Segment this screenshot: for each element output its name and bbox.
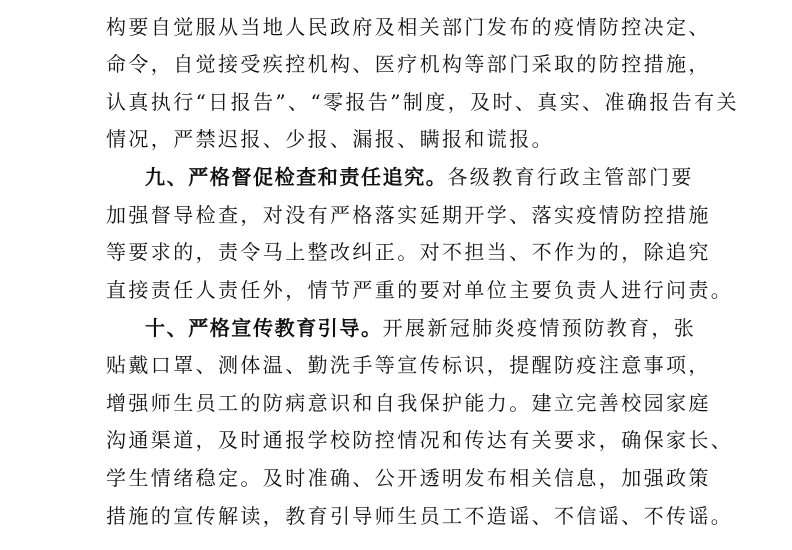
- paragraph-line: 等要求的，责令马上整改纠正。对不担当、不作为的，除追究: [106, 240, 711, 264]
- paragraph-line: 增强师生员工的防病意识和自我保护能力。建立完善校园家庭: [106, 391, 711, 415]
- section-10-first-line: [145, 310, 696, 346]
- section-9-heading: 九、严格督促检查和责任追究。: [145, 165, 448, 189]
- paragraph-line: 沟通渠道，及时通报学校防控情况和传达有关要求，确保家长、: [106, 428, 734, 452]
- paragraph-line: 构要自觉服从当地人民政府及相关部门发布的疫情防控决定、: [106, 15, 711, 39]
- paragraph-line: 认真执行“日报告”、“零报告”制度，及时、真实、准确报告有关: [106, 90, 739, 114]
- paragraph-line: 学生情绪稳定。及时准确、公开透明发布相关信息，加强政策: [106, 466, 711, 490]
- section-9-text: 各级教育行政主管部门要: [447, 165, 694, 189]
- section-10-heading: 十、严格宣传教育引导。: [145, 316, 383, 340]
- paragraph-line: 加强督导检查，对没有严格落实延期开学、落实疫情防控措施: [106, 203, 711, 227]
- paragraph-line: 贴戴口罩、测体温、勤洗手等宣传标识，提醒防疫注意事项，: [106, 353, 711, 377]
- section-10-text: 开展新冠肺炎疫情预防教育，张: [382, 316, 697, 340]
- paragraph-line: 命令，自觉接受疾控机构、医疗机构等部门采取的防控措施，: [106, 52, 711, 76]
- section-9-first-line: [145, 159, 694, 195]
- paragraph-line: 措施的宣传解读，教育引导师生员工不造谣、不信谣、不传谣。: [106, 504, 734, 528]
- paragraph-line: 情况，严禁迟报、少报、漏报、瞒报和谎报。: [106, 127, 554, 151]
- paragraph-line: 直接责任人责任外，情节严重的要对单位主要负责人进行问责。: [106, 278, 734, 302]
